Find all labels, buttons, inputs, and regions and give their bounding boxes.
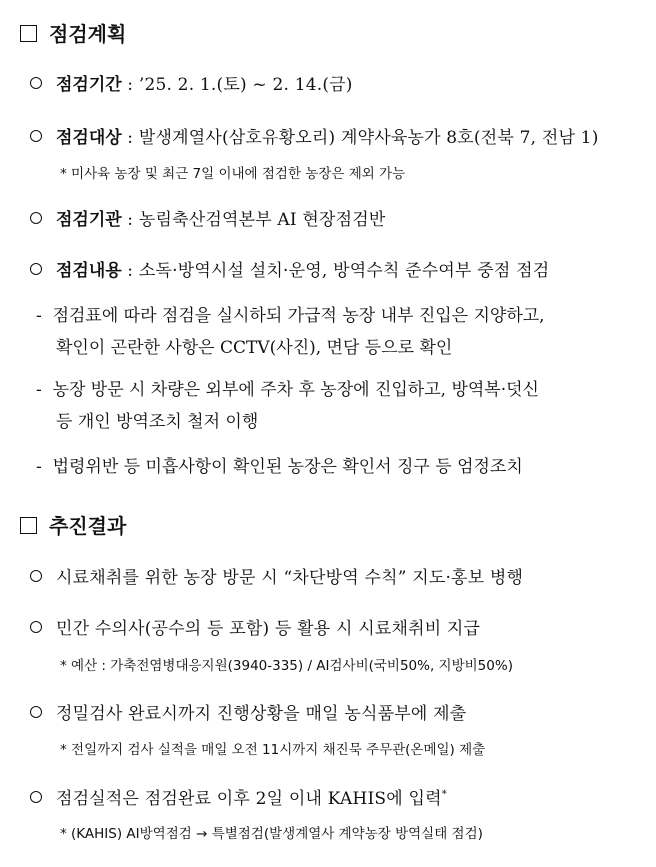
circle-bullet-icon xyxy=(30,212,42,224)
dash-item-continuation: 확인이 곤란한 사항은 CCTV(사진), 면담 등으로 확인 xyxy=(56,338,453,358)
plan-item-period xyxy=(30,70,353,95)
plan-item-target-note: * 미사육 농장 및 최근 7일 이내에 점검한 농장은 제외 가능 xyxy=(60,166,406,182)
circle-bullet-icon xyxy=(30,77,42,89)
dash-item-continuation: 등 개인 방역조치 철저 이행 xyxy=(56,412,259,432)
item-label: 점검기간 xyxy=(56,75,122,95)
dash-marker: - xyxy=(36,380,42,400)
circle-bullet-icon xyxy=(30,706,42,718)
result-note: * 전일까지 검사 실적을 매일 오전 11시까지 채진묵 주무관(온메일) 제출 xyxy=(60,742,486,758)
dash-text-line1: 법령위반 등 미흡사항이 확인된 농장은 확인서 징구 등 엄정조치 xyxy=(52,457,523,477)
square-bullet-icon xyxy=(20,517,37,534)
item-value: 농림축산검역본부 AI 현장점검반 xyxy=(138,210,386,230)
item-sep: : xyxy=(121,75,139,95)
section-heading-plan xyxy=(20,18,126,47)
plan-item-target xyxy=(30,123,599,148)
dash-marker: - xyxy=(36,306,42,326)
result-item xyxy=(30,614,480,639)
result-item xyxy=(30,563,523,588)
item-sep: : xyxy=(121,261,139,281)
circle-bullet-icon xyxy=(30,130,42,142)
section-title: 점검계획 xyxy=(49,22,127,46)
footnote-marker: * xyxy=(441,789,447,800)
circle-bullet-icon xyxy=(30,263,42,275)
item-sep: : xyxy=(121,210,139,230)
result-item xyxy=(30,699,466,724)
section-title: 추진결과 xyxy=(49,514,127,538)
item-label: 점검대상 xyxy=(56,128,122,148)
dash-item xyxy=(36,452,523,477)
circle-bullet-icon xyxy=(30,570,42,582)
dash-text-line1: 농장 방문 시 차량은 외부에 주차 후 농장에 진입하고, 방역복·덧신 xyxy=(52,380,539,400)
item-sep: : xyxy=(121,128,139,148)
result-text: 정밀검사 완료시까지 진행상황을 매일 농식품부에 제출 xyxy=(56,704,467,724)
circle-bullet-icon xyxy=(30,791,42,803)
square-bullet-icon xyxy=(20,25,37,42)
plan-item-content xyxy=(30,256,549,281)
dash-text-line1: 점검표에 따라 점검을 실시하되 가급적 농장 내부 진입은 지양하고, xyxy=(52,306,545,326)
result-note: * 예산 : 가축전염병대응지원(3940-335) / AI검사비(국비50%, 지방비50%) xyxy=(60,658,513,674)
dash-marker: - xyxy=(36,457,42,477)
dash-item xyxy=(36,301,545,326)
plan-item-agency xyxy=(30,205,386,230)
circle-bullet-icon xyxy=(30,621,42,633)
item-label: 점검기관 xyxy=(56,210,122,230)
result-text: 시료채취를 위한 농장 방문 시 “차단방역 수칙” 지도·홍보 병행 xyxy=(56,568,524,588)
section-heading-results xyxy=(20,510,126,539)
result-text: 민간 수의사(공수의 등 포함) 등 활용 시 시료채취비 지급 xyxy=(56,619,481,639)
item-value: 발생계열사(삼호유황오리) 계약사육농가 8호(전북 7, 전남 1) xyxy=(138,128,599,148)
item-value: 소독·방역시설 설치·운영, 방역수칙 준수여부 중점 점검 xyxy=(138,261,550,281)
dash-item xyxy=(36,375,539,400)
item-label: 점검내용 xyxy=(56,261,122,281)
result-item xyxy=(30,784,447,809)
result-note: * (KAHIS) AI방역점검 → 특별점검(발생계열사 계약농장 방역실태 점검) xyxy=(60,826,483,842)
result-text: 점검실적은 점검완료 이후 2일 이내 KAHIS에 입력 xyxy=(56,789,442,809)
item-value: ’25. 2. 1.(토) ~ 2. 14.(금) xyxy=(138,75,353,95)
